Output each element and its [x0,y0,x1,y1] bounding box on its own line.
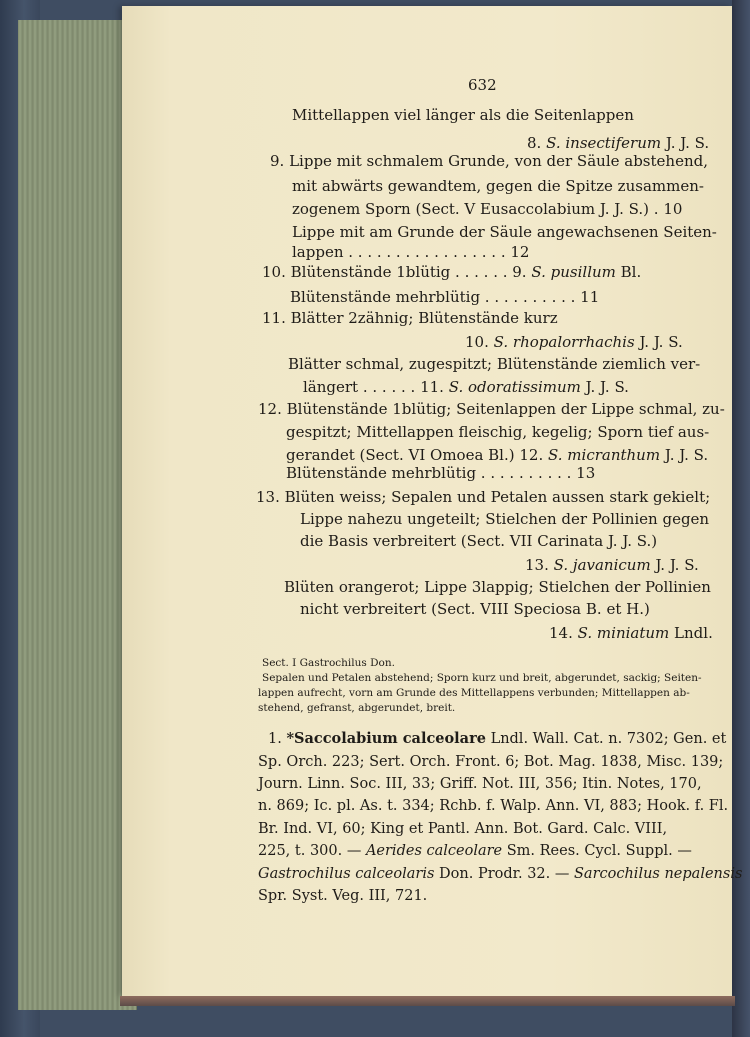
key-line-species [465,333,683,351]
key-line: Lippe mit am Grunde der Säule angewachsenen Seiten- [292,223,717,241]
page-bottom-shadow [120,996,735,1006]
species-entry-line [258,865,742,883]
entry-reference: Lndl. Wall. Cat. n. 7302; Gen. et [490,731,727,747]
key-text: 10. Blütenstände 1blütig . . . . . . 9. [262,263,527,281]
key-line-species [286,446,708,464]
section-description: Sepalen und Petalen abstehend; Sporn kurz und breit, abgerundet, sackig; Seiten- [262,672,702,684]
key-line: lappen . . . . . . . . . . . . . . . . . 12 [292,243,530,261]
synonym-name: Aerides calceolare [365,843,503,859]
entry-species-name: *Saccolabium calceolare [286,730,486,747]
entry-number: 1. [268,731,282,747]
section-description: stehend, gefranst, abgerundet, breit. [258,702,456,714]
species-entry-line: Br. Ind. VI, 60; King et Pantl. Ann. Bot. Gard. Calc. VIII, [258,821,668,837]
key-line-species [525,556,699,574]
key-line: nicht verbreitert (Sect. VIII Speciosa B. et H.) [300,600,650,618]
key-line: 9. Lippe mit schmalem Grunde, von der Säule abstehend, [270,152,708,170]
key-line: Blätter schmal, zugespitzt; Blütenstände ziemlich ver- [288,355,701,373]
key-number: 8. [527,134,542,152]
key-number: 13. [525,556,549,574]
species-name: S. insectiferum [546,134,662,152]
species-entry-line: Spr. Syst. Veg. III, 721. [258,888,428,904]
key-line: 11. Blätter 2zähnig; Blütenstände kurz [262,309,558,327]
entry-text: Sm. Rees. Cycl. Suppl. — [506,843,692,859]
author: J. J. S. [585,378,629,396]
key-line: Blütenstände mehrblütig . . . . . . . . . . 11 [290,288,600,306]
key-line: 13. Blüten weiss; Sepalen und Petalen aussen stark gekielt; [256,488,711,506]
key-line: die Basis verbreitert (Sect. VII Carinata J. J. S.) [300,532,658,550]
entry-text: Don. Prodr. 32. — [439,866,570,882]
author: J. J. S. [639,333,683,351]
species-name: S. odoratissimum [448,378,581,396]
author: Bl. [620,263,642,281]
key-line-species [262,263,641,281]
species-entry-line [258,842,692,860]
author: Lndl. [674,624,713,642]
key-line-species [527,134,709,152]
species-name: S. rhopalorrhachis [493,333,635,351]
key-line: Blüten orangerot; Lippe 3lappig; Stielchen der Pollinien [284,578,711,596]
species-name: S. pusillum [531,263,616,281]
author: J. J. S. [664,446,709,464]
synonym-name: Sarcochilus nepalensis [573,866,743,882]
key-line: mit abwärts gewandtem, gegen die Spitze zusammen- [292,177,704,195]
key-line: Blütenstände mehrblütig . . . . . . . . . . 13 [286,464,596,482]
species-name: S. javanicum [553,556,651,574]
key-line: zogenem Sporn (Sect. V Eusaccolabium J. J. S.) . 10 [292,200,683,218]
section-description: lappen aufrecht, vorn am Grunde des Mittellappens verbunden; Mittellappen ab- [258,687,690,699]
author: J. J. S. [665,134,710,152]
key-line: Lippe nahezu ungeteilt; Stielchen der Pollinien gegen [300,510,710,528]
species-entry-line: Journ. Linn. Soc. III, 33; Griff. Not. III, 356; Itin. Notes, 170, [258,776,702,792]
key-line-species [303,378,629,396]
species-name: S. miniatum [577,624,670,642]
page-number: 632 [468,76,497,94]
key-number: 14. [549,624,573,642]
species-entry-line [268,730,726,748]
synonym-name: Gastrochilus calceolaris [258,866,435,882]
key-number: 10. [465,333,489,351]
key-line: Mittellappen viel länger als die Seitenlappen [292,106,634,124]
key-text: längert . . . . . . 11. [303,378,444,396]
section-heading: Sect. I Gastrochilus Don. [262,657,395,669]
species-name: S. micranthum [548,446,661,464]
key-line: 12. Blütenstände 1blütig; Seitenlappen der Lippe schmal, zu- [258,400,725,418]
key-line: gespitzt; Mittellappen fleischig, kegelig; Sporn tief aus- [286,423,710,441]
page-edges [18,20,137,1010]
entry-text: 225, t. 300. — [258,843,362,859]
key-line-species [549,624,713,642]
species-entry-line: Sp. Orch. 223; Sert. Orch. Front. 6; Bot. Mag. 1838, Misc. 139; [258,754,724,770]
species-entry-line: n. 869; Ic. pl. As. t. 334; Rchb. f. Walp. Ann. VI, 883; Hook. f. Fl. [258,798,729,814]
author: J. J. S. [655,556,699,574]
key-text: gerandet (Sect. VI Omoea Bl.) 12. [286,446,544,464]
